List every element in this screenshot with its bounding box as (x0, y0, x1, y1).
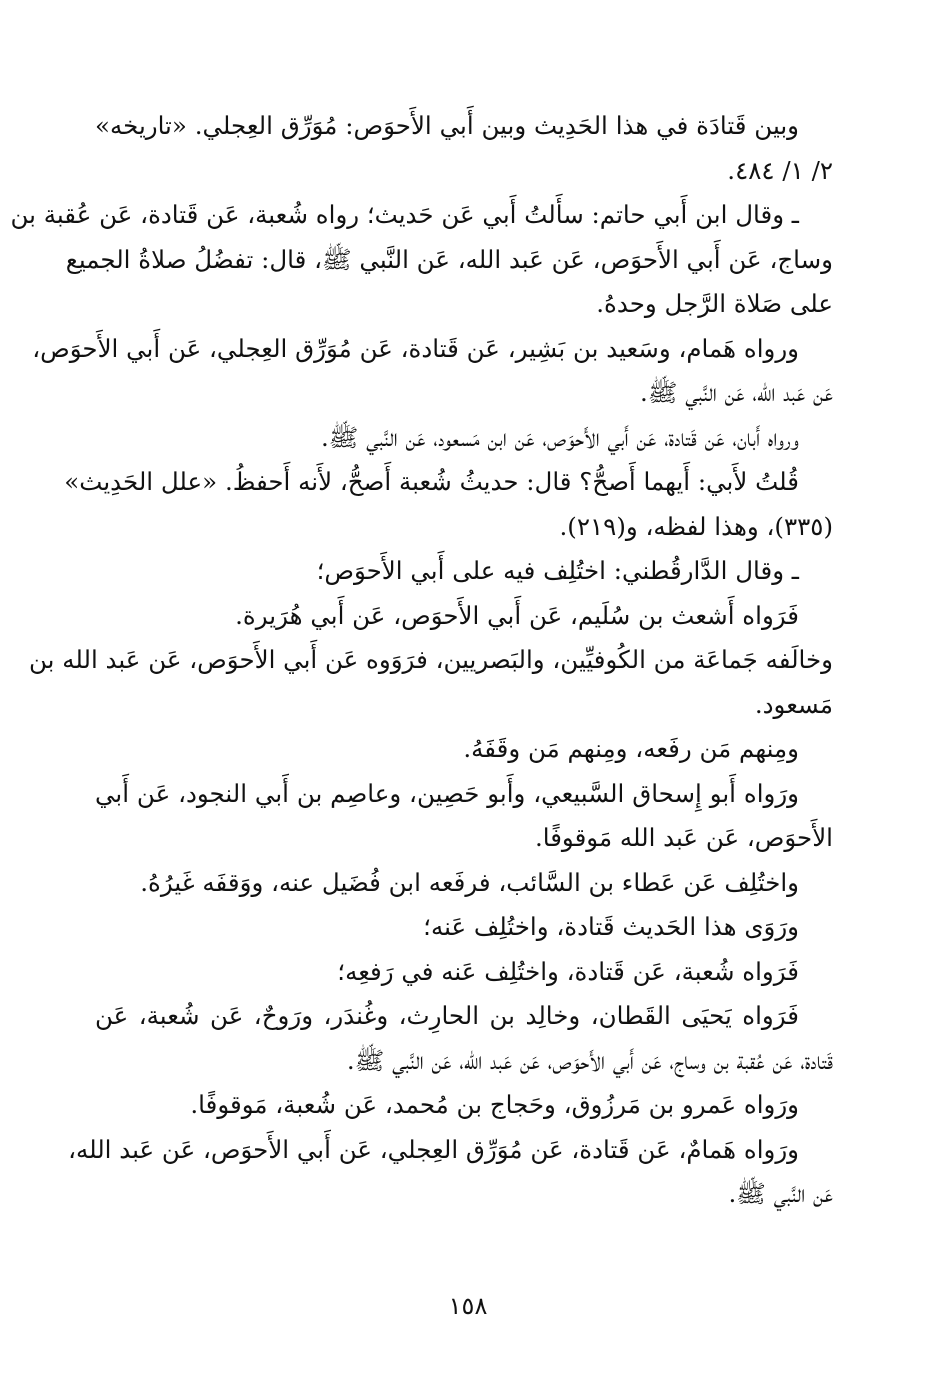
text-line-14: مَسعود. (754, 689, 833, 719)
text-line-6: ورواه هَمام، وسَعيد بن بَشِير، عَن قَتادة، عَن مُوَرِّق العِجلي، عَن أَبي الأَحوَص، (32, 333, 799, 363)
text-line-4: وساج، عَن أَبي الأَحوَص، عَن عَبد الله، عَن النَّبي ﷺ، قال: تفضُلُ صلاةُ الجميع (65, 244, 833, 274)
text-line-11: ـ وقال الدَّارقُطني: اختُلِف فيه على أَبي الأَحوَص؛ (316, 556, 799, 585)
text-line-1: وبين قَتادَة في هذا الحَدِيث وبين أَبي الأَحوَص: مُوَرِّق العِجلي. «تاريخه» (95, 111, 799, 140)
text-line-7: عَن عَبد الله، عَن النَّبي ﷺ. (640, 378, 833, 407)
text-line-23: ورَواه عَمرو بن مَرزُوق، وحَجاج بن مُحمد، عَن شُعبة، مَوقوفًا. (190, 1090, 799, 1119)
text-line-16: ورَواه أَبو إِسحاق السَّبيعي، وأَبو حَصِين، وعاصِم بن أَبي النجود، عَن أَبي (95, 778, 799, 808)
text-line-3: ـ وقال ابن أَبي حاتم: سأَلتُ أَبي عَن حَديث؛ رواه شُعبة، عَن قَتادة، عَن عُقبة بن (10, 200, 799, 229)
page-number: ١٥٨ (448, 1292, 488, 1320)
text-line-22: قَتادة، عَن عُقبة بن وساج، عَن أَبي الأَحوَص، عَن عَبد الله، عَن النَّبي ﷺ. (346, 1045, 833, 1075)
text-line-5: على صَلاة الرَّجل وحدهُ. (596, 289, 833, 318)
text-line-13: وخالَفه جَماعَة من الكُوفيِّين، والبَصريين، فرَوَوه عَن أَبي الأَحوَص، عَن عَبد الله بن (28, 645, 833, 674)
page-body (10, 104, 833, 1217)
text-line-15: ومِنهم مَن رفَعه، ومِنهم مَن وقَفَهُ. (463, 734, 799, 763)
text-line-18: واختُلِف عَن عَطاء بن السَّائب، فرفَعه ابن فُضَيل عنه، ووَقفَه غَيرُهُ. (140, 867, 799, 897)
text-line-17: الأَحوَص، عَن عَبد الله مَوقوفًا. (534, 823, 833, 852)
text-line-9: قُلتُ لأَبي: أَيهما أَصحُّ؟ قال: حديثُ شُعبة أَصحُّ، لأَنه أَحفظُ. «علل الحَدِيث» (64, 467, 799, 496)
text-line-12: فَرَواه أَشعث بن سُلَيم، عَن أَبي الأَحوَص، عَن أَبي هُرَيرة. (235, 600, 799, 630)
text-line-24: ورَواه هَمامٌ، عَن قَتادة، عَن مُوَرِّق العِجلي، عَن أَبي الأَحوَص، عَن عَبد الله، (68, 1134, 799, 1164)
text-line-8: ورواه أَبان، عَن قَتادة، عَن أَبي الأَحوَص، عَن ابن مَسعود، عَن النَّبي ﷺ. (320, 422, 799, 452)
text-line-10: (٣٣٥)، وهذا لفظه، و(٢١٩). (559, 511, 833, 541)
text-line-25: عَن النَّبي ﷺ. (728, 1179, 833, 1208)
text-line-2: ٢/ ١/ ٤٨٤. (727, 155, 833, 185)
text-line-21: فَرَواه يَحيَى القَطان، وخالِد بن الحارِث، وغُندَر، ورَوحٌ، عَن شُعبة، عَن (95, 1001, 799, 1030)
text-line-20: فَرَواه شُعبة، عَن قَتادة، واختُلِف عَنه في رَفعِه؛ (337, 956, 799, 986)
text-line-19: ورَوَى هذا الحَديث قَتادة، واختُلِف عَنه؛ (423, 912, 799, 941)
